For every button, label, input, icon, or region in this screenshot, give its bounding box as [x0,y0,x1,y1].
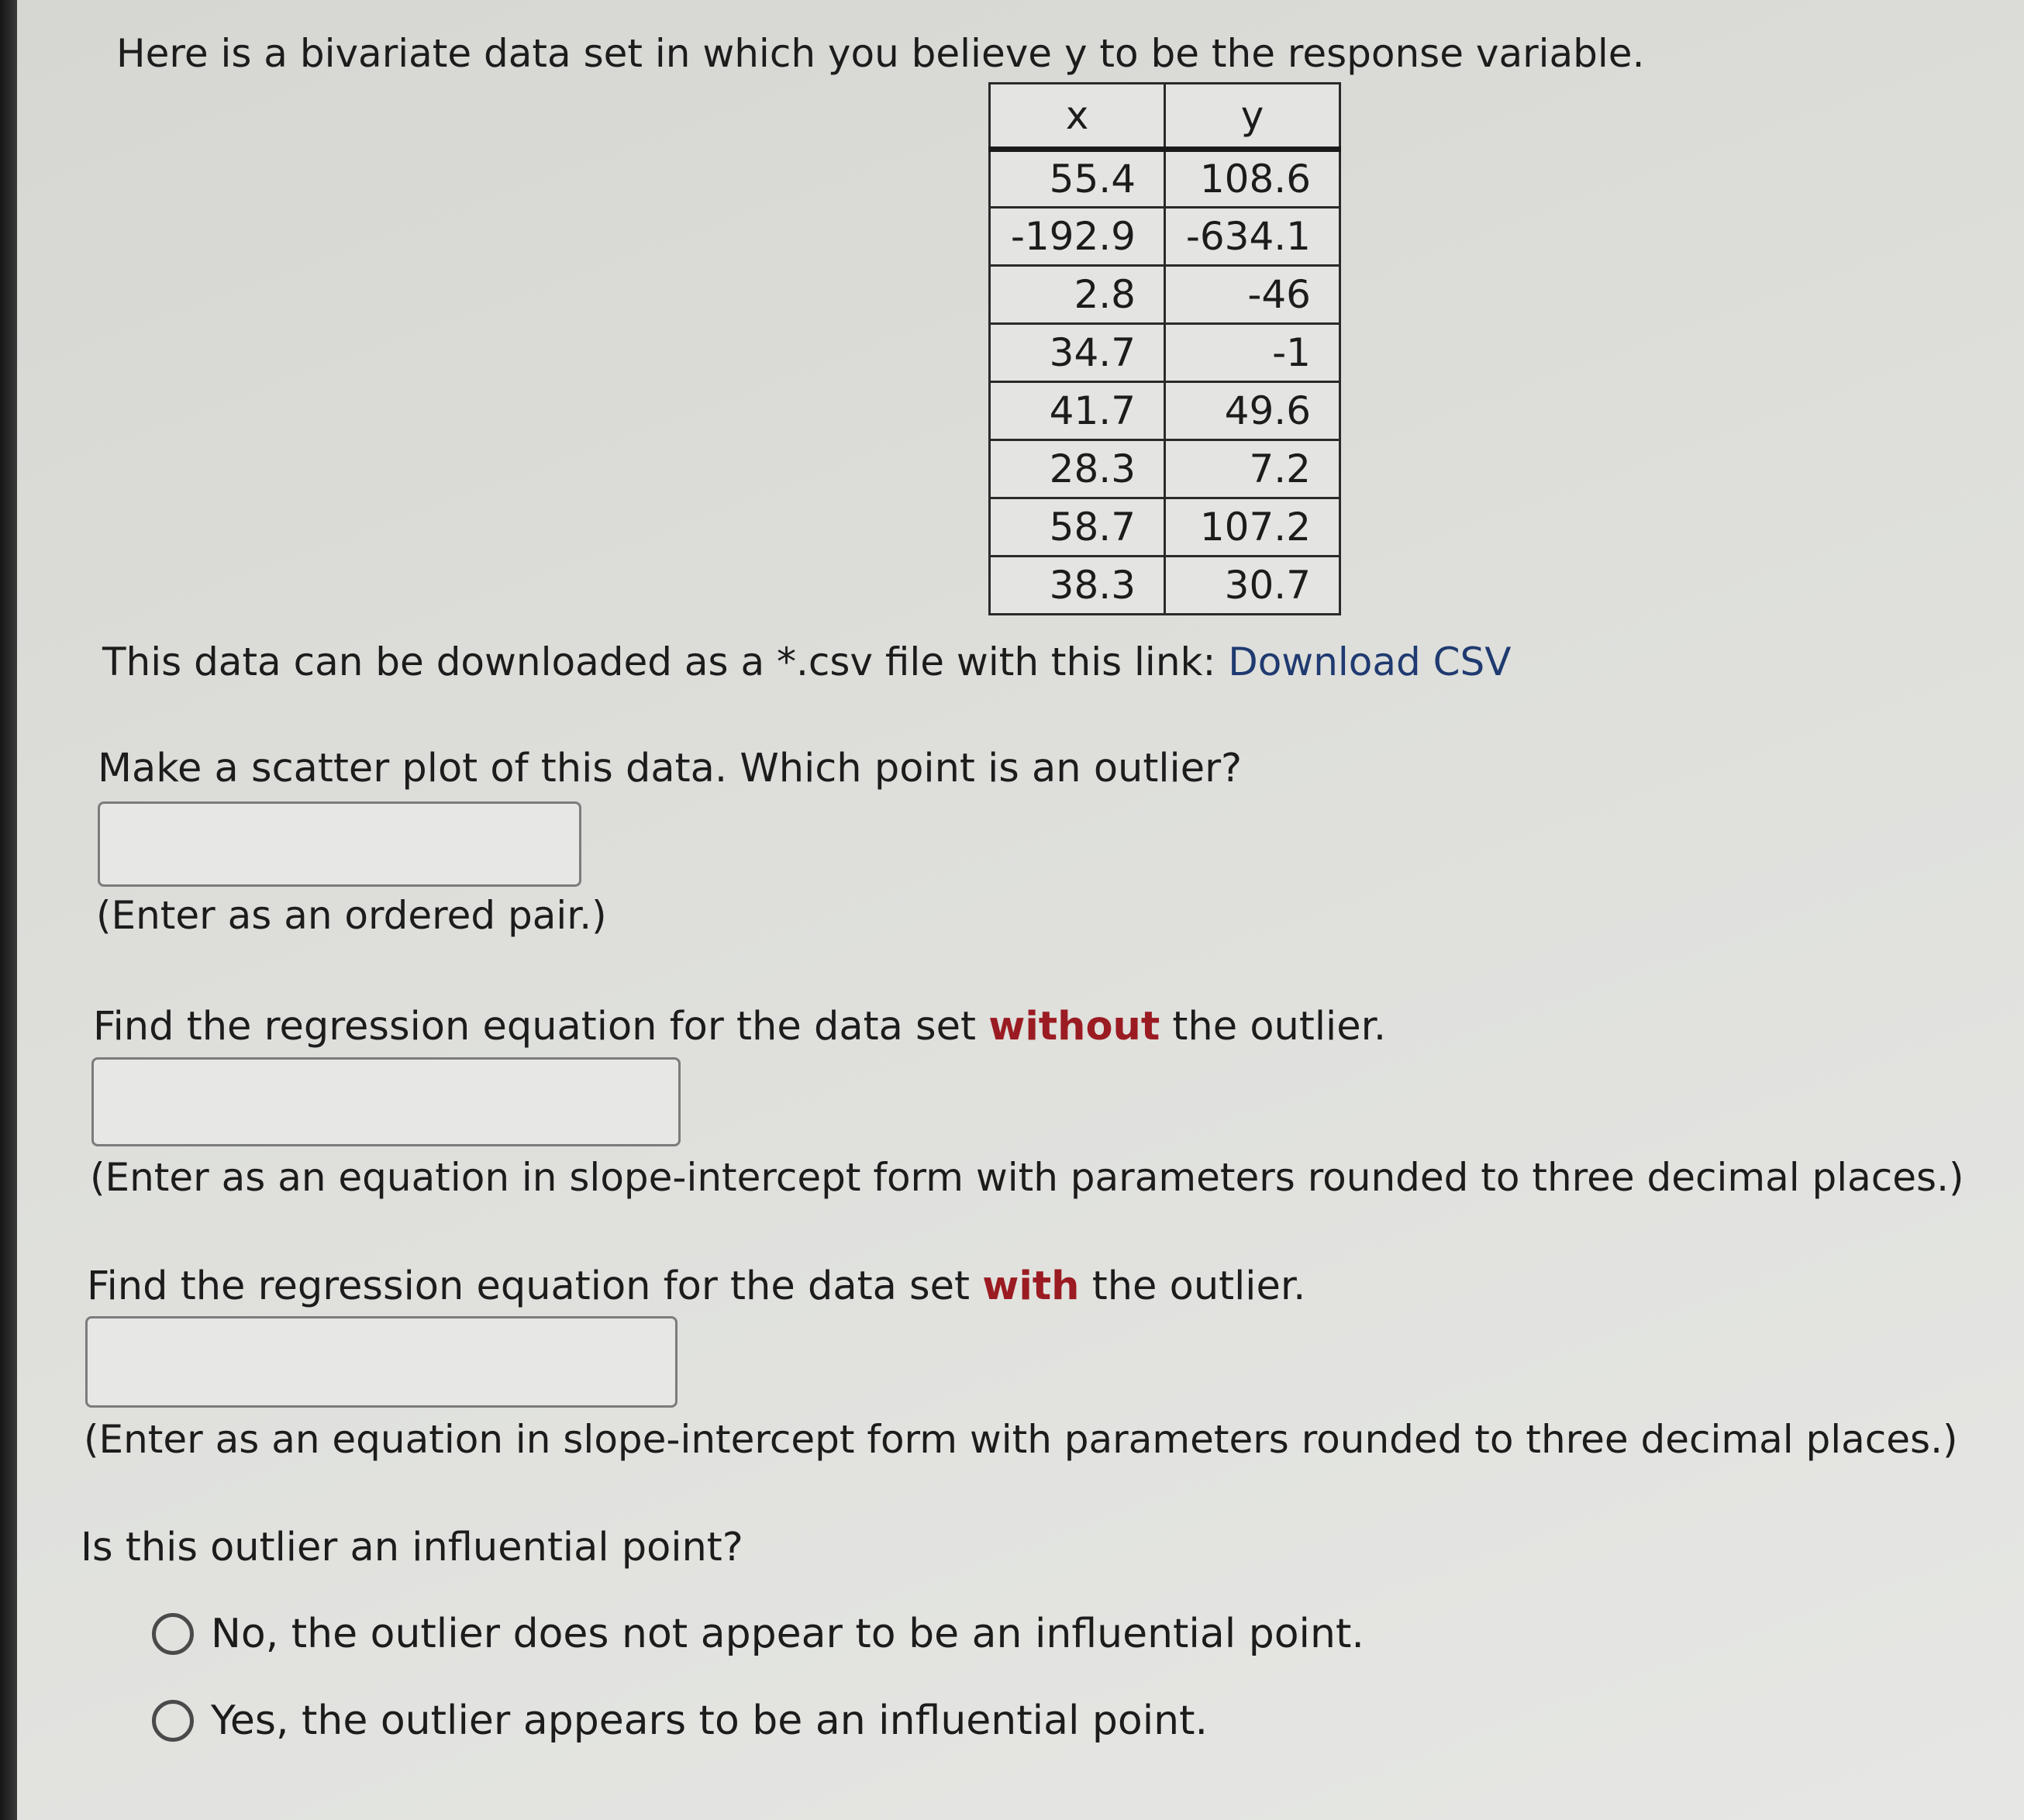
outlier-answer-input[interactable] [98,801,581,887]
regression-without-input[interactable] [91,1057,681,1146]
cell-y: 30.7 [1165,557,1340,615]
regression-with-input[interactable] [85,1316,678,1408]
table-row [990,208,1340,266]
table-row [990,440,1340,498]
emphasis-with: with [982,1263,1080,1309]
intro-text: Here is a bivariate data set in which you believe y to be the response variable. [116,31,1645,76]
cell-x: 38.3 [990,557,1165,615]
download-csv-link[interactable]: Download CSV [1228,639,1512,684]
question-text: Find the regression equation for the data set [87,1263,983,1309]
question-regression-without [93,1004,1386,1050]
cell-y: 7.2 [1165,440,1340,498]
cell-y: 108.6 [1165,150,1340,208]
option-yes-label: Yes, the outlier appears to be an influential point. [211,1698,1209,1744]
cell-y: 49.6 [1165,382,1340,440]
question-outlier: Make a scatter plot of this data. Which point is an outlier? [98,746,1243,791]
option-no-label: No, the outlier does not appear to be an influential point. [211,1611,1364,1657]
cell-y: -46 [1165,266,1340,324]
table-row [990,498,1340,557]
question-text: Find the regression equation for the data set [93,1004,989,1050]
question-text: the outlier. [1079,1263,1306,1309]
question-influential: Is this outlier an influential point? [81,1525,743,1570]
cell-x: 41.7 [990,382,1165,440]
header-y: y [1165,84,1340,150]
question-regression-with [87,1263,1305,1309]
option-no[interactable] [152,1611,1364,1657]
cell-x: 34.7 [990,324,1165,382]
question-text: the outlier. [1160,1004,1387,1050]
cell-x: 55.4 [990,150,1165,208]
cell-y: -634.1 [1165,208,1340,266]
outlier-hint: (Enter as an ordered pair.) [96,893,607,938]
table-row [990,266,1340,324]
radio-button-yes[interactable] [152,1700,194,1742]
cell-x: -192.9 [990,208,1165,266]
cell-y: -1 [1165,324,1340,382]
option-yes[interactable] [152,1698,1208,1744]
cell-y: 107.2 [1165,498,1340,557]
cell-x: 58.7 [990,498,1165,557]
cell-x: 2.8 [990,266,1165,324]
screen-edge [0,0,17,1820]
table-row [990,150,1340,208]
cell-x: 28.3 [990,440,1165,498]
table-row [990,382,1340,440]
table-row [990,557,1340,615]
regression-with-hint: (Enter as an equation in slope-intercept form with parameters rounded to three decimal places.) [84,1417,1958,1462]
download-line [102,639,1512,684]
emphasis-without: without [988,1004,1160,1050]
data-table [988,82,1341,615]
download-text: This data can be downloaded as a *.csv file with this link: [102,639,1229,684]
table-row [990,324,1340,382]
header-x: x [990,84,1165,150]
regression-without-hint: (Enter as an equation in slope-intercept form with parameters rounded to three decimal places.) [90,1155,1964,1200]
radio-button-no[interactable] [152,1613,194,1655]
